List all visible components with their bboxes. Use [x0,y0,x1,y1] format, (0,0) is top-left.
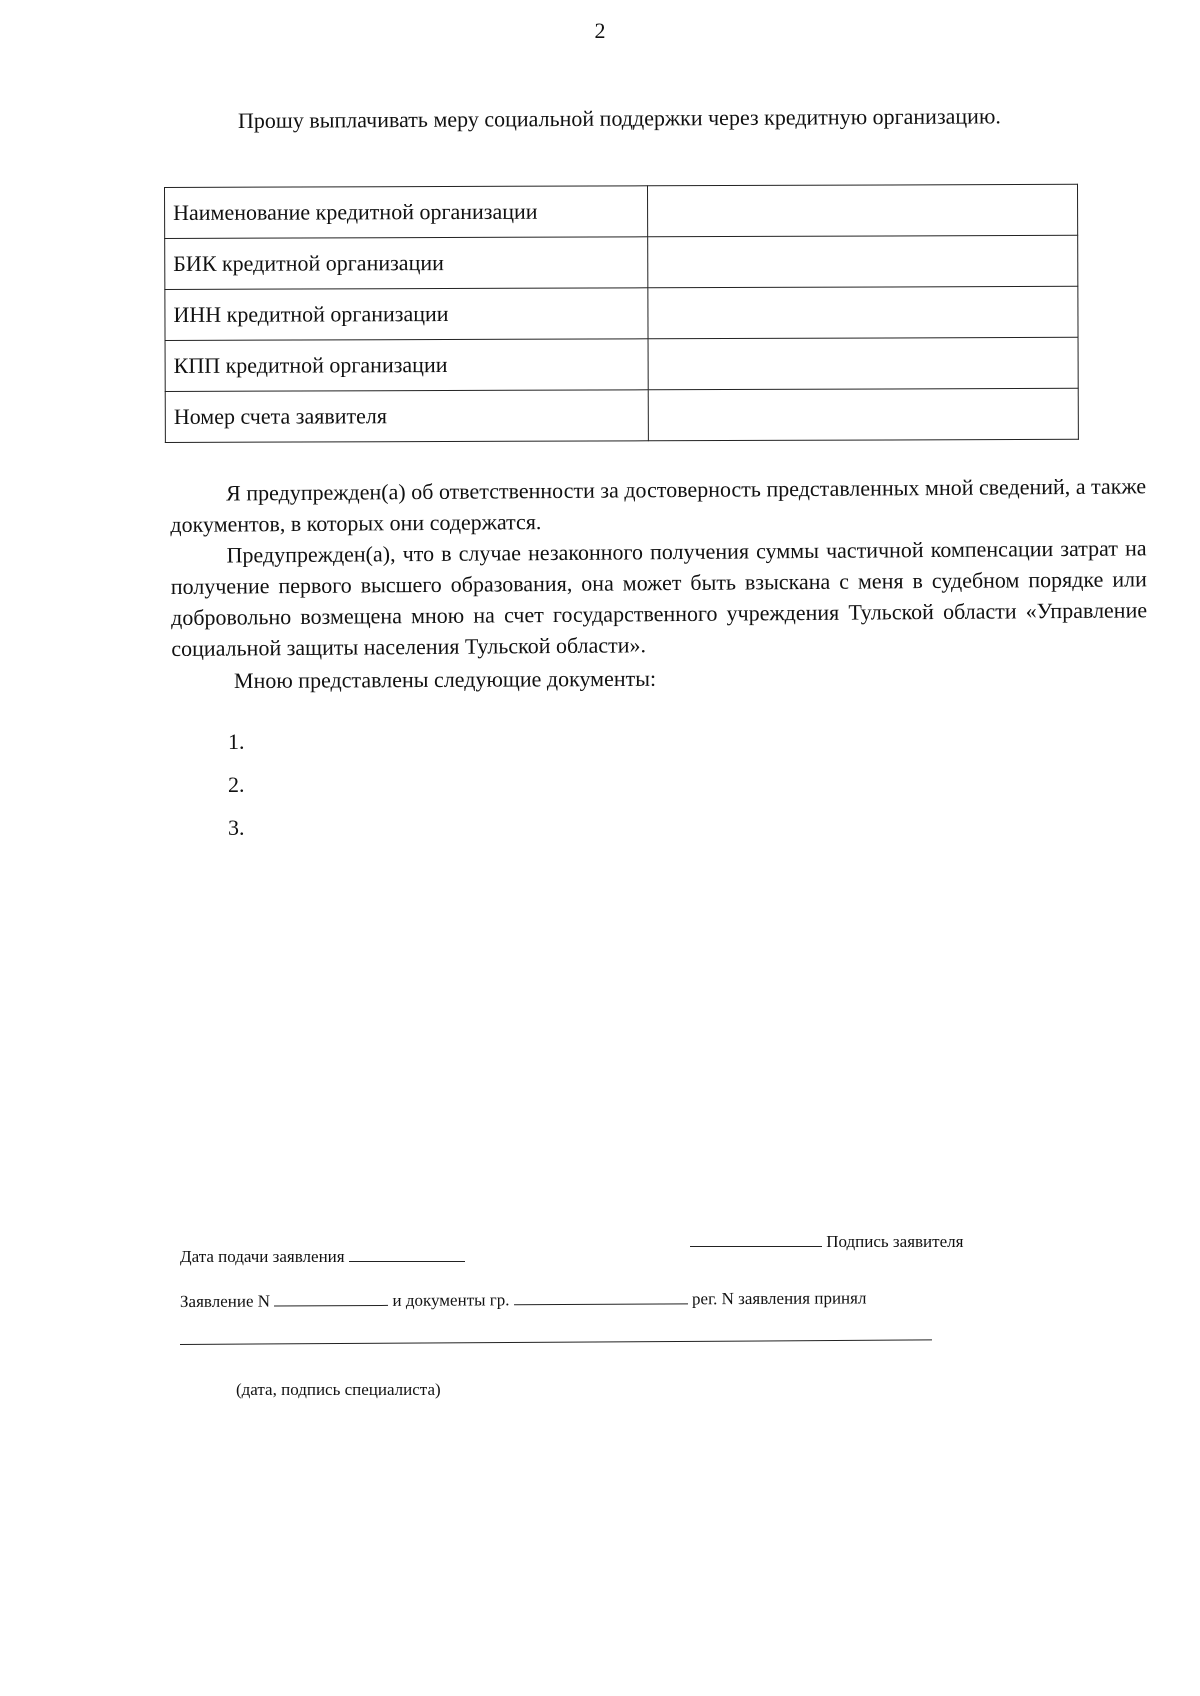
list-item: 1. [228,729,245,754]
table-row [165,337,1078,391]
bik-label: БИК кредитной организации [165,237,648,290]
account-number-value [648,388,1078,441]
inn-value [648,286,1078,339]
specialist-signature-line [180,1339,932,1345]
account-number-label: Номер счета заявителя [165,390,648,443]
table-row [165,388,1078,442]
declaration-text [170,470,1147,664]
statement-label: Заявление N [179,1291,271,1311]
bank-name-label: Наименование кредитной организации [165,186,648,239]
statement-number-blank [274,1289,388,1307]
signature-label: Подпись заявителя [826,1232,964,1251]
registration-line [180,1286,867,1312]
table-row [165,184,1078,238]
documents-label: и документы гр. [392,1290,510,1310]
page-number: 2 [594,18,606,43]
inn-label: ИНН кредитной организации [165,288,648,341]
citizen-name-blank [514,1287,688,1305]
list-item: 2. [228,772,245,797]
signature-blank [690,1230,822,1247]
date-blank [349,1245,465,1262]
signature-field [690,1230,963,1252]
bank-name-value [647,184,1077,237]
table-row [165,235,1078,289]
documents-list [228,720,245,849]
specialist-caption: (дата, подпись специалиста) [236,1380,441,1399]
date-field [180,1245,465,1267]
intro-text: Прошу выплачивать меру социальной поддержки через кредитную организацию. [237,103,1001,133]
compensation-paragraph: Предупрежден(а), что в случае незаконного получения суммы частичной компенсации затрат на получение первого высшего образования, она может быть взыскана с меня в судебном порядке или добровольно возмещена мною на счет государственного учреждения Тульской области «Управление социальной защиты населения Тульской области». [170,535,1148,661]
date-label: Дата подачи заявления [180,1247,345,1266]
bik-value [648,235,1078,288]
responsibility-paragraph: Я предупрежден(а) об ответственности за достоверность представленных мной сведений, а также документов, в которых они содержатся. [170,473,1147,537]
table-row [165,286,1078,340]
kpp-label: КПП кредитной организации [165,339,648,392]
list-item: 3. [228,815,245,840]
accepted-label: рег. N заявления принял [691,1288,867,1309]
bank-details-table [164,184,1079,443]
kpp-value [648,337,1078,390]
documents-title: Мною представлены следующие документы: [233,665,657,693]
